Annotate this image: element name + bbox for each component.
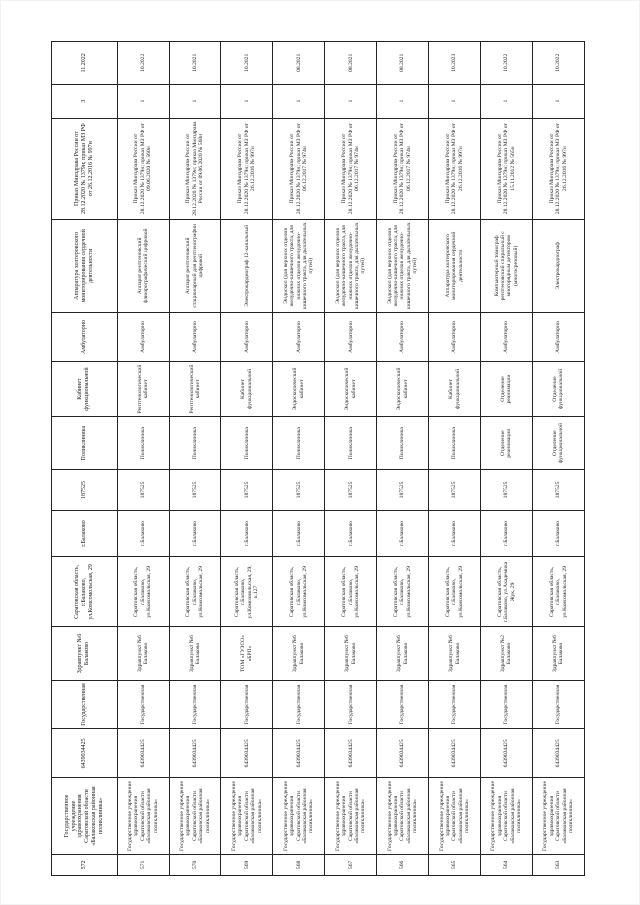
- cell-cabinet: Рентгенологический кабинет: [117, 361, 169, 416]
- cell-okato-code: 187525: [52, 470, 118, 510]
- cell-address: Саратовская область, г.Балаково, ул.Комсомольская, 29: [377, 557, 429, 627]
- cell-department: Отделение функциональной: [532, 417, 584, 470]
- cell-locality: г.Балаково: [273, 510, 325, 557]
- cell-ownership-form: Государственная: [377, 680, 429, 729]
- cell-care-conditions: Амбулаторно: [377, 313, 429, 362]
- cell-subdivision: Здравпункт №6 Балаково: [52, 627, 118, 680]
- cell-deadline: 10.2022: [481, 42, 533, 85]
- rotated-table-wrapper: [51, 41, 585, 876]
- cell-equipment-name: Аппаратура холтеровского мониторирования сердечной деятельности: [429, 219, 481, 312]
- cell-quantity: 1: [221, 84, 273, 118]
- cell-row-number: 563: [532, 854, 584, 875]
- table-row: [377, 42, 429, 876]
- cell-deadline: 11.2022: [52, 42, 118, 85]
- cell-address: Саратовская область, г.Балаково, ул.Комсомольская, 29: [117, 557, 169, 627]
- cell-department: Поликлиника: [117, 417, 169, 470]
- cell-row-number: 571: [117, 854, 169, 875]
- cell-department: Поликлиника: [169, 417, 221, 470]
- cell-organization-name: Государственное учреждение здравоохранения Саратовской области «Балаковская районная поликлиника»: [221, 778, 273, 854]
- cell-locality: г.Балаково: [117, 510, 169, 557]
- cell-address: Саратовская область, г.Балаково, ул.Комсомольская, 29: [325, 557, 377, 627]
- cell-subdivision: Здравпункт №6 Балаково: [117, 627, 169, 680]
- cell-ownership-form: Государственная: [481, 680, 533, 729]
- cell-ownership-form: Государственная: [221, 680, 273, 729]
- cell-inn: 6439034425: [117, 729, 169, 778]
- cell-okato-code: 187525: [429, 470, 481, 510]
- cell-department: Поликлиника: [325, 417, 377, 470]
- table-row: [169, 42, 221, 876]
- table-row: [325, 42, 377, 876]
- cell-locality: г.Балаково: [325, 510, 377, 557]
- cell-quantity: 3: [52, 84, 118, 118]
- cell-row-number: 565: [429, 854, 481, 875]
- cell-deadline: 10.2021: [221, 42, 273, 85]
- cell-organization-name: Государственное учреждение здравоохранения Саратовской области «Балаковская районная поликлиника»: [429, 778, 481, 854]
- table-row: [52, 42, 118, 876]
- cell-quantity: 1: [273, 84, 325, 118]
- cell-quantity: 1: [481, 84, 533, 118]
- cell-deadline: 08.2021: [377, 42, 429, 85]
- cell-okato-code: 187525: [481, 470, 533, 510]
- cell-locality: г.Балаково: [52, 510, 118, 557]
- cell-quantity: 1: [532, 84, 584, 118]
- cell-regulatory-act: Приказ Минздрава России от 28.12.2020 № 1379н; приказ МЗ РФ от 26.12.2016 № 997н: [532, 118, 584, 219]
- cell-inn: 6439034425: [273, 729, 325, 778]
- cell-subdivision: ТОМ «ГУЗСО» «БРП»: [221, 627, 273, 680]
- cell-care-conditions: Амбулаторно: [325, 313, 377, 362]
- cell-ownership-form: Государственная: [117, 680, 169, 729]
- cell-cabinet: Кабинет функциональной: [52, 361, 118, 416]
- cell-address: Саратовская область, г.Балаково, ул.Комсомольская, 29: [429, 557, 481, 627]
- cell-address: Саратовская область, г.Балаково, ул.Комсомольская, 29, к.127: [221, 557, 273, 627]
- cell-care-conditions: Амбулаторно: [481, 313, 533, 362]
- cell-deadline: 10.2023: [429, 42, 481, 85]
- cell-quantity: 1: [377, 84, 429, 118]
- cell-okato-code: 187525: [273, 470, 325, 510]
- cell-care-conditions: Амбулаторно: [52, 313, 118, 362]
- cell-department: Поликлиника: [429, 417, 481, 470]
- cell-department: Отделение реанимации: [481, 417, 533, 470]
- cell-quantity: 1: [429, 84, 481, 118]
- cell-regulatory-act: Приказ Минздрава России от 28.12.2020 № 1379н; приказ МЗ РФ от 06.12.2017 № 974н: [325, 118, 377, 219]
- cell-locality: г.Балаково: [429, 510, 481, 557]
- cell-address: Саратовская область, г.Балаково, ул.Комсомольская, 29: [169, 557, 221, 627]
- cell-department: Поликлиника: [221, 417, 273, 470]
- equipment-table: [51, 41, 585, 876]
- table-row: [117, 42, 169, 876]
- cell-organization-name: Государственное учреждение здравоохранения Саратовской области «Балаковская районная поликлиника»: [481, 778, 533, 854]
- cell-cabinet: Кабинет функциональной: [221, 361, 273, 416]
- cell-cabinet: Рентгенологический кабинет: [169, 361, 221, 416]
- cell-inn: 6439034425: [221, 729, 273, 778]
- cell-subdivision: Здравпункт №6 Балаково: [169, 627, 221, 680]
- cell-deadline: 10.2021: [169, 42, 221, 85]
- cell-row-number: 572: [52, 854, 118, 875]
- cell-care-conditions: Амбулаторно: [169, 313, 221, 362]
- cell-equipment-name: Аппарат рентгеновский флюорографический цифровой: [117, 219, 169, 312]
- cell-organization-name: Государственное учреждение здравоохранения Саратовской области «Балаковская районная поликлиника»: [273, 778, 325, 854]
- cell-inn: 6439034425: [325, 729, 377, 778]
- cell-equipment-name: Эндоскоп (для верхних отделов желудочно-кишечного тракта, для нижних отделов желудочно-кишечного тракта, для дыхательных путей): [273, 219, 325, 312]
- cell-row-number: 569: [221, 854, 273, 875]
- cell-quantity: 1: [169, 84, 221, 118]
- cell-okato-code: 187525: [117, 470, 169, 510]
- cell-equipment-name: Аппаратура холтеровского мониторирования сердечной деятельности: [52, 219, 118, 312]
- cell-regulatory-act: Приказ Минздрава России от 28.12.2020 № 1379н; приказ Минздрава России от 09.06.2020 № 560н: [169, 118, 221, 219]
- cell-row-number: 564: [481, 854, 533, 875]
- cell-address: Саратовская область, г.Балаково, ул.Академика Жук, 29: [481, 557, 533, 627]
- cell-subdivision: Здравпункт №6 Балаково: [273, 627, 325, 680]
- cell-okato-code: 187525: [532, 470, 584, 510]
- cell-cabinet: Эндоскопический кабинет: [273, 361, 325, 416]
- cell-organization-name: Государственное учреждение здравоохранения Саратовской области «Балаковская районная поликлиника»: [532, 778, 584, 854]
- cell-inn: 6439034425: [377, 729, 429, 778]
- cell-ownership-form: Государственная: [52, 680, 118, 729]
- cell-ownership-form: Государственная: [325, 680, 377, 729]
- cell-equipment-name: Электрокардиограф 12-канальный: [221, 219, 273, 312]
- cell-inn: 6439034425: [481, 729, 533, 778]
- cell-care-conditions: Амбулаторно: [221, 313, 273, 362]
- cell-care-conditions: Амбулаторно: [429, 313, 481, 362]
- cell-regulatory-act: Приказ Минздрава России от 28.12.2020 № 1379н; приказ МЗ РФ от 15.11.2012 № 565н: [481, 118, 533, 219]
- cell-inn: 6439034425: [169, 729, 221, 778]
- cell-deadline: 08.2021: [273, 42, 325, 85]
- cell-subdivision: Здравпункт №6 Балаково: [532, 627, 584, 680]
- cell-row-number: 568: [273, 854, 325, 875]
- cell-inn: 6439034425: [532, 729, 584, 778]
- cell-regulatory-act: Приказ Минздрава России от 28.12.2020 № 1379н; приказ МЗ РФ от 06.12.2017 № 974н: [377, 118, 429, 219]
- cell-regulatory-act: Приказ Минздрава России от 28.12.2020 № 1379н; приказ МЗ РФ от 26.12.2016 № 997н: [429, 118, 481, 219]
- table-body: [52, 42, 585, 876]
- cell-department: Поликлиника: [52, 417, 118, 470]
- cell-quantity: 1: [117, 84, 169, 118]
- cell-locality: г.Балаково: [169, 510, 221, 557]
- cell-locality: г.Балаково: [221, 510, 273, 557]
- cell-care-conditions: Амбулаторно: [532, 313, 584, 362]
- cell-equipment-name: Эндоскоп (для верхних отделов желудочно-кишечного тракта, для нижних отделов желудочно-кишечного тракта, для дыхательных путей): [325, 219, 377, 312]
- cell-quantity: 1: [325, 84, 377, 118]
- cell-equipment-name: Электрокардиограф: [532, 219, 584, 312]
- cell-cabinet: Эндоскопический кабинет: [325, 361, 377, 416]
- cell-address: Саратовская область, г.Балаково, ул.Комсомольская, 29: [532, 557, 584, 627]
- cell-row-number: 566: [377, 854, 429, 875]
- cell-inn: 6439034425: [429, 729, 481, 778]
- cell-subdivision: Здравпункт №2 Балаково: [481, 627, 533, 680]
- cell-row-number: 567: [325, 854, 377, 875]
- table-row: [532, 42, 584, 876]
- cell-organization-name: Государственное учреждение здравоохранения Саратовской области «Балаковская районная поликлиника»: [52, 778, 118, 854]
- cell-department: Поликлиника: [273, 417, 325, 470]
- cell-deadline: 08.2021: [325, 42, 377, 85]
- cell-okato-code: 187525: [325, 470, 377, 510]
- cell-equipment-name: Аппарат рентгеновский стационарный для рентгенографии цифровой: [169, 219, 221, 312]
- cell-regulatory-act: Приказ Минздрава России от 28.12.2020 № 1379н; приказ МЗ РФ от 06.12.2017 № 974н: [273, 118, 325, 219]
- table-row: [481, 42, 533, 876]
- cell-care-conditions: Амбулаторно: [273, 313, 325, 362]
- cell-ownership-form: Государственная: [169, 680, 221, 729]
- cell-okato-code: 187525: [221, 470, 273, 510]
- cell-address: Саратовская область, г.Балаково, ул.Комсомольская, 29: [273, 557, 325, 627]
- cell-locality: г.Балаково: [377, 510, 429, 557]
- cell-equipment-name: Эндоскоп (для верхних отделов желудочно-кишечного тракта, для нижних отделов желудочно-кишечного тракта, для дыхательных путей): [377, 219, 429, 312]
- cell-regulatory-act: Приказ Минздрава России от 28.12.2020 № 1379н; приказ МЗ РФ от 26.12.2016 № 997н: [52, 118, 118, 219]
- cell-care-conditions: Амбулаторно: [117, 313, 169, 362]
- cell-subdivision: Здравпункт №6 Балаково: [325, 627, 377, 680]
- cell-locality: г.Балаково: [532, 510, 584, 557]
- cell-deadline: 10.2022: [117, 42, 169, 85]
- cell-locality: г.Балаково: [481, 510, 533, 557]
- cell-cabinet: Отделение реанимации: [481, 361, 533, 416]
- cell-address: Саратовская область, г.Балаково, ул.Комсомольская, 29: [52, 557, 118, 627]
- cell-deadline: 10.2022: [532, 42, 584, 85]
- table-row: [273, 42, 325, 876]
- cell-department: Поликлиника: [377, 417, 429, 470]
- cell-ownership-form: Государственная: [429, 680, 481, 729]
- cell-cabinet: Эндоскопический кабинет: [377, 361, 429, 416]
- table-row: [221, 42, 273, 876]
- cell-organization-name: Государственное учреждение здравоохранения Саратовской области «Балаковская районная поликлиника»: [377, 778, 429, 854]
- cell-cabinet: Отделение функциональной: [532, 361, 584, 416]
- cell-inn: 6439034425: [52, 729, 118, 778]
- cell-organization-name: Государственное учреждение здравоохранения Саратовской области «Балаковская районная поликлиника»: [169, 778, 221, 854]
- cell-equipment-name: Компьютерный томограф рентгеновский спиральный с многорядным детектором (многосрезовый): [481, 219, 533, 312]
- cell-organization-name: Государственное учреждение здравоохранения Саратовской области «Балаковская районная поликлиника»: [325, 778, 377, 854]
- cell-ownership-form: Государственная: [273, 680, 325, 729]
- cell-regulatory-act: Приказ Минздрава России от 28.12.2020 № 1379н; приказ МЗ РФ от 09.06.2020 № 560н: [117, 118, 169, 219]
- cell-row-number: 570: [169, 854, 221, 875]
- cell-subdivision: Здравпункт №6 Балаково: [377, 627, 429, 680]
- cell-organization-name: Государственное учреждение здравоохранения Саратовской области «Балаковская районная поликлиника»: [117, 778, 169, 854]
- cell-ownership-form: Государственная: [532, 680, 584, 729]
- table-row: [429, 42, 481, 876]
- cell-okato-code: 187525: [377, 470, 429, 510]
- cell-subdivision: Здравпункт №6 Балаково: [429, 627, 481, 680]
- cell-okato-code: 187525: [169, 470, 221, 510]
- cell-cabinet: Кабинет функциональной: [429, 361, 481, 416]
- cell-regulatory-act: Приказ Минздрава России от 28.12.2020 № 1379н; приказ МЗ РФ от 26.12.2016 № 997н: [221, 118, 273, 219]
